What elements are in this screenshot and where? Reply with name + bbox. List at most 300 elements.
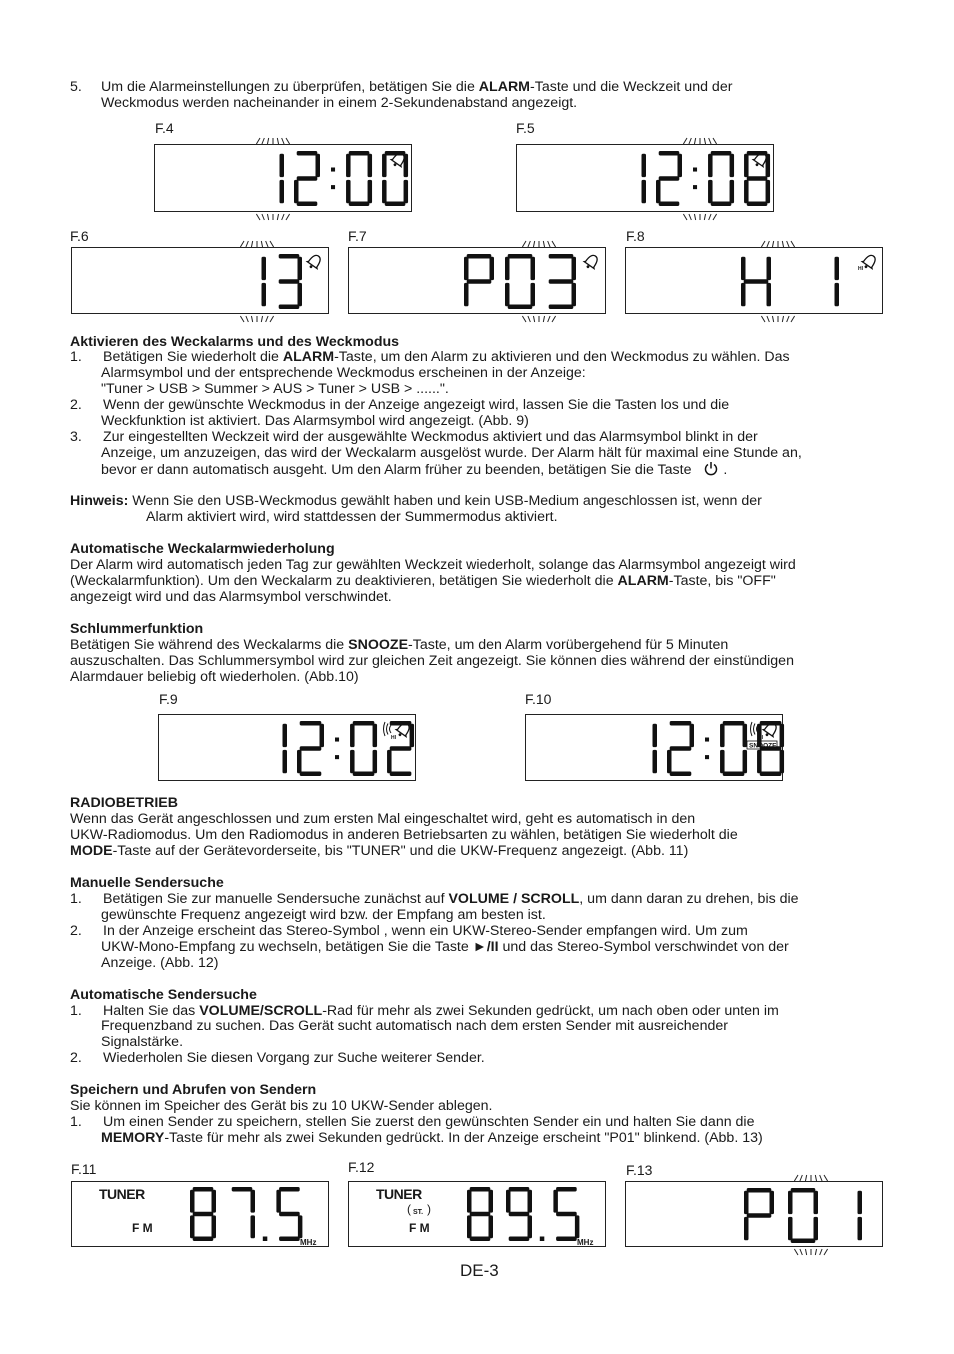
lcd-segment-b	[690, 724, 695, 747]
lcd-segment-c	[743, 750, 748, 773]
paragraph-line: UKW-Radiomodus. Um den Radiomodus in anderen Betriebsarten zu wählen, betätigen Sie wiederholt die	[70, 827, 738, 843]
lcd-segment-g	[279, 1212, 300, 1217]
lcd-segment-d	[385, 202, 406, 207]
lcd-segment-b	[642, 154, 647, 177]
lcd-segment-b	[814, 1191, 819, 1214]
lcd-digits-f6	[72, 248, 330, 315]
blink-tick	[689, 214, 691, 220]
blink-tick	[528, 316, 530, 322]
paragraph-line	[103, 891, 799, 907]
lcd-segment-c	[814, 1217, 819, 1240]
lcd-segment-c	[489, 1215, 494, 1238]
lcd-segment-e	[346, 180, 351, 203]
lcd-segment-e	[708, 180, 713, 203]
fm-label: F M	[409, 1221, 430, 1235]
lcd-segment-e	[505, 283, 510, 306]
lcd-segment-e	[656, 180, 661, 203]
blink-tick	[270, 316, 274, 322]
text: -Taste und die Weckzeit und der	[530, 79, 733, 95]
lcd-segment-f	[346, 154, 351, 177]
lcd-segment-g	[467, 279, 492, 284]
blink-tick	[251, 241, 252, 247]
lcd-segment-d	[791, 1239, 816, 1244]
lcd-small-text: HI	[858, 266, 863, 272]
lcd-display-f7	[348, 247, 606, 314]
lcd-digits-f10	[526, 715, 784, 782]
list-number: 1.	[70, 891, 82, 907]
paragraph-line: Um einen Sender zu speichern, stellen Sie zuerst den gewünschten Sender ein und halten Sie dann die	[103, 1114, 755, 1130]
blink-tick	[266, 316, 268, 322]
blink-tick	[820, 1249, 822, 1255]
blink-tick	[824, 1175, 828, 1181]
lcd-segment-d	[279, 1237, 300, 1242]
lcd-segment-g	[659, 176, 680, 181]
blink-tick	[704, 214, 705, 220]
paragraph-line	[101, 461, 727, 478]
blink-tick	[286, 214, 290, 220]
lcd-segment-f	[744, 154, 749, 177]
lcd-segment-a	[659, 151, 680, 156]
blink-tick	[522, 316, 526, 322]
blink-tick	[689, 138, 691, 144]
lcd-colon-dot	[705, 738, 709, 742]
step-5-line-1	[101, 79, 732, 95]
blink-tick	[794, 1175, 798, 1181]
blink-tick	[791, 316, 795, 322]
lcd-segment-e	[297, 750, 302, 773]
blink-tick	[824, 1249, 828, 1255]
section-heading-snooze: Schlummerfunktion	[70, 621, 204, 637]
lcd-segment-c	[404, 180, 409, 203]
bold-text: ALARM	[478, 79, 531, 95]
blink-tick	[246, 241, 248, 247]
lcd-segment-b	[262, 257, 267, 280]
lcd-segment-c	[767, 283, 772, 306]
text: Betätigen Sie zur manuelle Sendersuche zunächst auf	[103, 891, 449, 907]
figure-label-f5: F.5	[516, 120, 535, 136]
lcd-segment-a	[232, 1187, 253, 1192]
lcd-segment-e	[720, 750, 725, 773]
lcd-segment-g	[556, 1212, 577, 1217]
lcd-display-f6	[71, 247, 329, 314]
blink-tick	[548, 241, 550, 247]
lcd-colon-dot	[693, 185, 697, 189]
lcd-display-f4	[154, 144, 412, 212]
section-heading-activate: Aktivieren des Weckalarms und des Weckmodus	[70, 334, 400, 350]
paragraph-line: Zur eingestellten Weckzeit wird der ausgewählte Weckmodus aktiviert und das Alarmsymbol blinkt in der	[103, 429, 758, 445]
lcd-segment-a	[549, 254, 574, 259]
blink-tick	[282, 214, 284, 220]
bold-text: ALARM	[617, 573, 669, 589]
lcd-segment-d	[549, 305, 574, 310]
blink-tick	[256, 138, 260, 144]
hint-line-2: Alarm aktiviert wird, wird stattdessen der Summermodus aktiviert.	[146, 509, 558, 525]
lcd-display-f9	[158, 714, 416, 781]
lcd-segment-c	[858, 1217, 863, 1240]
bold-text: MEMORY	[101, 1130, 165, 1146]
lcd-decimal-point	[263, 1237, 268, 1242]
lcd-small-text: SNOOZE	[749, 742, 777, 750]
list-number: 3.	[70, 429, 82, 445]
lcd-segment-e	[741, 283, 746, 306]
blink-tick	[820, 1175, 822, 1181]
lcd-segment-c	[251, 1215, 256, 1238]
lcd-segment-c	[283, 750, 288, 773]
blink-tick	[791, 241, 795, 247]
lcd-display-f13	[625, 1181, 883, 1247]
blink-tick	[522, 241, 526, 247]
lcd-segment-d	[279, 305, 300, 310]
power-icon	[703, 461, 719, 476]
alarm-wave	[387, 724, 389, 735]
lcd-segment-a	[508, 254, 533, 259]
lcd-segment-b	[373, 724, 378, 747]
lcd-segment-c	[653, 750, 658, 773]
blink-tick	[548, 316, 550, 322]
section-heading-repeat: Automatische Weckalarmwiederholung	[70, 541, 335, 557]
list-number: 1.	[70, 349, 82, 365]
lcd-segment-a	[349, 151, 370, 156]
lcd-segment-d	[508, 305, 533, 310]
lcd-segment-f	[276, 1190, 281, 1213]
figure-label-f7: F.7	[348, 228, 367, 244]
blink-tick	[246, 316, 248, 322]
blink-tick	[805, 1175, 806, 1181]
lcd-segment-g	[549, 279, 574, 284]
lcd-segment-a	[791, 1188, 816, 1193]
blink-tick	[772, 316, 773, 322]
lcd-segment-g	[279, 279, 300, 284]
figure-label-f4: F.4	[155, 120, 174, 136]
bold-text: ALARM	[282, 349, 335, 365]
blink-tick	[761, 241, 765, 247]
blink-tick	[533, 241, 534, 247]
paragraph-line: Frequenzband zu suchen. Das Gerät sucht automatisch nach dem ersten Sender mit ausreichender	[101, 1018, 728, 1034]
hint-label: Hinweis:	[70, 493, 129, 509]
lcd-segment-b	[490, 257, 495, 280]
lcd-digits-f9	[159, 715, 417, 782]
lcd-segment-d	[659, 202, 680, 207]
lcd-colon-dot	[705, 755, 709, 759]
lcd-segment-b	[678, 154, 683, 177]
section-heading-manual: Manuelle Sendersuche	[70, 875, 224, 891]
text: UKW-Mono-Empfang zu wechseln, betätigen Sie die Taste	[101, 939, 473, 955]
lcd-segment-c	[262, 283, 267, 306]
bell-icon	[305, 253, 323, 272]
paragraph-line: Alarmdauer beliebig oft wiederholen. (Abb.10)	[70, 669, 359, 685]
paragraph-line	[70, 637, 728, 653]
text: -Taste, um den Alarm vorübergehend für 5 Minuten	[408, 637, 729, 653]
fm-label: F M	[132, 1221, 153, 1235]
lcd-segment-c	[835, 283, 840, 306]
paragraph-line: gewünschte Frequenz angezeigt wird bzw. der Empfang am besten ist.	[101, 907, 546, 923]
lcd-segment-d	[470, 1237, 491, 1242]
lcd-colon-dot	[331, 185, 335, 189]
bold-text: MODE	[70, 843, 113, 859]
lcd-segment-b	[767, 257, 772, 280]
lcd-segment-f	[464, 257, 469, 280]
lcd-colon-dot	[331, 168, 335, 172]
lcd-segment-a	[300, 721, 322, 726]
figure-label-f13: F.13	[626, 1162, 653, 1178]
lcd-segment-a	[470, 1187, 491, 1192]
blink-tick	[787, 241, 789, 247]
lcd-segment-a	[723, 721, 745, 726]
list-number: 2.	[70, 1050, 82, 1066]
page-number: DE-3	[460, 1261, 499, 1280]
lcd-display-f12	[348, 1181, 606, 1247]
lcd-segment-b	[298, 257, 303, 280]
list-number: 2.	[70, 923, 82, 939]
lcd-segment-f	[720, 724, 725, 747]
text: Betätigen Sie während des Weckalarms die	[70, 637, 349, 653]
blink-tick	[261, 241, 262, 247]
lcd-colon-dot	[693, 168, 697, 172]
lcd-segment-b	[743, 724, 748, 747]
blink-tick	[262, 214, 264, 220]
lcd-display-f8	[625, 247, 883, 314]
paragraph-line	[103, 1003, 779, 1019]
blink-tick	[805, 1249, 806, 1255]
lcd-segment-c	[730, 180, 735, 203]
paragraph-line: Wiederholen Sie diesen Vorgang zur Suche weiterer Sender.	[103, 1050, 485, 1066]
paragraph-line: In der Anzeige erscheint das Stereo-Symbol , wenn ein UKW-Stereo-Sender empfangen wird. Um zum	[103, 923, 748, 939]
blink-tick	[683, 138, 687, 144]
paragraph-line	[103, 349, 790, 365]
blink-tick	[533, 316, 534, 322]
lcd-segment-a	[711, 151, 732, 156]
lcd-segment-c	[528, 1215, 533, 1238]
lcd-segment-g	[509, 1212, 530, 1217]
lcd-segment-b	[410, 724, 415, 747]
lcd-segment-g	[390, 746, 412, 751]
figure-label-f9: F.9	[159, 691, 178, 707]
text: .	[723, 462, 728, 478]
text: bevor er dann automatisch ausgeht. Um den Alarm früher zu beenden, betätigen Sie die Taste	[101, 462, 692, 478]
figure-label-f8: F.8	[626, 228, 645, 244]
blink-tick	[240, 316, 244, 322]
blink-tick	[277, 214, 278, 220]
section-heading-memory: Speichern und Abrufen von Sendern	[70, 1082, 317, 1098]
blink-tick	[713, 138, 717, 144]
paragraph-line: Wenn der gewünschte Weckmodus in der Anzeige angezeigt wird, lassen Sie die Tasten los und die	[103, 397, 730, 413]
lcd-segment-d	[353, 772, 375, 777]
alarm-wave	[390, 725, 392, 733]
text: -Taste, um den Alarm zu aktivieren und den Weckmodus zu wählen. Das	[334, 349, 790, 365]
figure-label-f10: F.10	[525, 691, 552, 707]
lcd-segment-d	[760, 772, 782, 777]
bold-text: SNOOZE	[348, 637, 409, 653]
blink-tick	[261, 316, 262, 322]
lcd-segment-b	[780, 724, 785, 747]
mhz-label: MHz	[300, 1238, 317, 1247]
stereo-arc-left: (	[407, 1202, 411, 1216]
lcd-segment-b	[316, 154, 321, 177]
blink-tick	[528, 241, 530, 247]
lcd-segment-d	[349, 202, 370, 207]
text: -Taste auf der Gerätevorderseite, bis "TUNER" und die UKW-Frequenz angezeigt. (Abb. 11)	[112, 843, 689, 859]
paragraph-line: auszuschalten. Das Schlummersymbol wird zur gleichen Zeit angezeigt. Sie können dies während der einstündigen	[70, 653, 794, 669]
bell-icon	[582, 253, 600, 272]
lcd-segment-c	[298, 1215, 303, 1238]
blink-tick	[782, 316, 783, 322]
text: Um die Alarmeinstellungen zu überprüfen, betätigen Sie die	[101, 79, 479, 95]
blink-tick	[282, 138, 284, 144]
paragraph-line: angezeigt wird und das Alarmsymbol verschwindet.	[70, 589, 392, 605]
text: Halten Sie das	[103, 1003, 200, 1019]
lcd-segment-d	[723, 772, 745, 777]
blink-tick	[800, 1249, 802, 1255]
blink-tick	[694, 138, 695, 144]
lcd-digits-f7	[349, 248, 607, 315]
paragraph-line: "Tuner > USB > Summer > AUS > Tuner > USB > ......".	[101, 381, 449, 397]
lcd-segment-a	[297, 151, 318, 156]
lcd-segment-g	[470, 1212, 491, 1217]
lcd-small-text: HI	[758, 735, 763, 741]
paragraph-line: Weckfunktion ist aktiviert. Das Alarmsymbol wird angezeigt. (Abb. 9)	[101, 413, 529, 429]
list-number: 1.	[70, 1114, 82, 1130]
list-number: 2.	[70, 397, 82, 413]
lcd-segment-e	[190, 1215, 195, 1238]
lcd-segment-e	[467, 1215, 472, 1238]
mhz-label: MHz	[577, 1238, 594, 1247]
lcd-segment-f	[467, 1190, 472, 1213]
paragraph-line	[70, 573, 776, 589]
list-number: 1.	[70, 1003, 82, 1019]
alarm-wave	[751, 722, 753, 736]
lcd-segment-b	[572, 257, 577, 280]
step-5-number: 5.	[70, 79, 82, 95]
lcd-segment-c	[780, 750, 785, 773]
bell-body	[307, 253, 323, 269]
blink-tick	[787, 316, 789, 322]
lcd-segment-b	[320, 724, 325, 747]
lcd-digits-f11	[72, 1182, 330, 1248]
text: Betätigen Sie wiederholt die	[103, 349, 283, 365]
paragraph-line: Der Alarm wird automatisch jeden Tag zur gewählten Weckzeit wiederholt, solange das Alarmsymbol angezeigt wird	[70, 557, 796, 573]
paragraph-line: Anzeige. (Abb. 12)	[101, 955, 219, 971]
lcd-segment-f	[350, 724, 355, 747]
blink-tick	[543, 241, 544, 247]
blink-tick	[800, 1175, 802, 1181]
lcd-digits-f13	[626, 1182, 884, 1248]
paragraph-line	[70, 843, 688, 859]
lcd-segment-e	[744, 180, 749, 203]
lcd-segment-g	[744, 279, 769, 284]
lcd-segment-a	[279, 1187, 300, 1192]
lcd-segment-e	[788, 1217, 793, 1240]
blink-tick	[286, 138, 290, 144]
lcd-segment-a	[670, 721, 692, 726]
tuner-label: TUNER	[376, 1186, 422, 1202]
text: -Rad für mehr als zwei Sekunden gedrückt, um nach oben oder unten im	[322, 1003, 779, 1019]
lcd-segment-c	[572, 283, 577, 306]
lcd-colon-dot	[335, 755, 339, 759]
lcd-segment-e	[667, 750, 672, 773]
lcd-segment-f	[744, 1191, 749, 1214]
stereo-text: ST.	[413, 1209, 424, 1216]
blink-tick	[782, 241, 783, 247]
lcd-segment-b	[528, 1190, 533, 1213]
text: -Taste für mehr als zwei Sekunden gedrückt. In der Anzeige erscheint "P01" blinkend. (Abb. 13)	[164, 1130, 763, 1146]
blink-tick	[709, 214, 711, 220]
blink-tick	[267, 138, 268, 144]
lcd-segment-b	[283, 724, 288, 747]
lcd-segment-e	[744, 1217, 749, 1240]
figure-label-f11: F.11	[71, 1161, 97, 1177]
lcd-segment-f	[505, 257, 510, 280]
paragraph-line: Signalstärke.	[101, 1034, 184, 1050]
blink-tick	[256, 214, 260, 220]
blink-tick	[552, 241, 556, 247]
lcd-segment-f	[506, 1190, 511, 1213]
section-heading-radio: RADIOBETRIEB	[70, 795, 178, 811]
lcd-segment-a	[279, 254, 300, 259]
lcd-segment-c	[642, 180, 647, 203]
text: und das Stereo-Symbol verschwindet von der	[498, 939, 789, 955]
alarm-wave	[754, 724, 756, 735]
bell-body	[862, 253, 878, 269]
text: -Taste, bis "OFF"	[668, 573, 776, 589]
bell-body	[584, 253, 600, 269]
blink-tick	[694, 214, 695, 220]
lcd-segment-d	[509, 1237, 530, 1242]
lcd-display-f10	[525, 714, 783, 781]
lcd-segment-f	[708, 154, 713, 177]
lcd-segment-c	[766, 180, 771, 203]
step-5-line-2: Weckmodus werden nacheinander in einem 2-Sekundenabstand angezeigt.	[101, 95, 578, 111]
lcd-digits-f5	[517, 145, 775, 213]
lcd-segment-a	[556, 1187, 577, 1192]
lcd-segment-c	[531, 283, 536, 306]
lcd-segment-d	[711, 202, 732, 207]
lcd-segment-c	[575, 1215, 580, 1238]
paragraph-line	[101, 1130, 763, 1146]
lcd-colon-dot	[335, 738, 339, 742]
paragraph-line	[101, 939, 789, 955]
lcd-segment-d	[300, 772, 322, 777]
lcd-segment-g	[747, 1213, 772, 1218]
lcd-small-text: HI	[391, 735, 396, 741]
lcd-segment-a	[193, 1187, 214, 1192]
blink-tick	[262, 138, 264, 144]
lcd-display-f11	[71, 1181, 329, 1247]
text: , um dann daran zu drehen, bis die	[579, 891, 799, 907]
blink-tick	[709, 138, 711, 144]
lcd-segment-g	[193, 1212, 214, 1217]
lcd-segment-b	[730, 154, 735, 177]
lcd-segment-g	[297, 176, 318, 181]
lcd-segment-e	[382, 180, 387, 203]
blink-tick	[251, 316, 252, 322]
bold-text: VOLUME/SCROLL	[199, 1003, 323, 1019]
lcd-segment-g	[747, 176, 768, 181]
lcd-segment-b	[531, 257, 536, 280]
lcd-digits-f4	[155, 145, 413, 213]
lcd-segment-f	[382, 154, 387, 177]
blink-tick	[683, 214, 687, 220]
lcd-segment-c	[298, 283, 303, 306]
tuner-label: TUNER	[99, 1186, 145, 1202]
lcd-digits-f8	[626, 248, 884, 315]
text: (Weckalarmfunktion). Um den Weckalarm zu deaktivieren, betätigen Sie wiederholt die	[70, 573, 618, 589]
blink-tick	[761, 316, 765, 322]
blink-tick	[266, 241, 268, 247]
blink-tick	[767, 316, 769, 322]
figure-label-f6: F.6	[70, 228, 89, 244]
figure-label-f12: F.12	[348, 1159, 375, 1175]
blink-tick	[267, 214, 268, 220]
